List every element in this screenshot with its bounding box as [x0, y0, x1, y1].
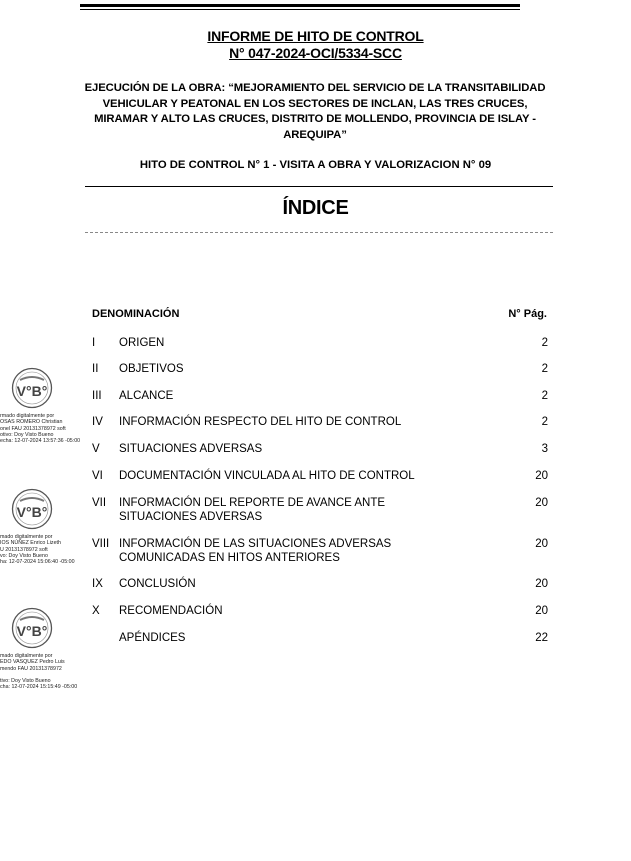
toc-number: IV — [92, 416, 103, 428]
toc-page: 3 — [541, 443, 548, 455]
toc-page: 20 — [535, 470, 548, 482]
toc-label: INFORMACIÓN RESPECTO DEL HITO DE CONTROL — [119, 416, 402, 428]
toc-page: 20 — [535, 538, 548, 550]
top-rule — [80, 4, 520, 7]
svg-text:V°B°: V°B° — [16, 623, 48, 639]
subject-line: EJECUCIÓN DE LA OBRA: “MEJORAMIENTO DEL SERVICIO DE LA TRANSITABILIDAD — [84, 82, 546, 94]
toc-label: SITUACIONES ADVERSAS — [119, 443, 263, 455]
index-title: ÍNDICE — [282, 197, 349, 219]
toc-page: 2 — [541, 337, 548, 349]
column-header-pagina: N° Pág. — [508, 308, 547, 320]
top-rule-thin — [80, 9, 520, 10]
toc-number: VIII — [92, 538, 110, 550]
divider — [85, 186, 553, 187]
toc-number: I — [92, 337, 96, 349]
report-title: INFORME DE HITO DE CONTROL — [207, 28, 424, 44]
toc-page: 2 — [541, 416, 548, 428]
signature-text: mado digitalmente por IOS NÚÑEZ Enrico Lizeth U 20131378972 soft vo: Doy Visto Bueno ha: 12-07-2024 15:06:40 -05:00 — [0, 534, 75, 566]
toc-label: APÉNDICES — [119, 632, 186, 644]
toc-label: CONCLUSIÓN — [119, 578, 196, 590]
toc-number: III — [92, 390, 102, 402]
toc-label: INFORMACIÓN DEL REPORTE DE AVANCE ANTE SITUACIONES ADVERSAS — [119, 497, 386, 523]
svg-text:V°B°: V°B° — [16, 383, 48, 399]
signature-text: mado digitalmente por EDO VASQUEZ Pedro Luis mendo FAU 20131378972 tivo: Doy Visto Bueno cha: 12-07-2024 15:15:49 -05:00 — [0, 653, 78, 691]
report-subject — [80, 81, 550, 143]
subject-line: VEHICULAR Y PEATONAL EN LOS SECTORES DE INCLAN, LAS TRES CRUCES, — [102, 97, 528, 110]
visto-bueno-seal-icon — [11, 607, 53, 649]
toc-label: DOCUMENTACIÓN VINCULADA AL HITO DE CONTROL — [119, 470, 415, 482]
toc-number: VI — [92, 470, 103, 482]
toc-page: 20 — [535, 605, 548, 617]
toc-number: IX — [92, 578, 103, 590]
toc-page: 2 — [541, 363, 548, 375]
toc-number: II — [92, 363, 99, 375]
subject-line: MIRAMAR Y ALTO LAS CRUCES, DISTRITO DE MOLLENDO, PROVINCIA DE ISLAY - — [94, 113, 536, 125]
toc-page: 20 — [535, 497, 548, 509]
toc-number: V — [92, 443, 100, 455]
signature-text: rmado digitalmente por OSAS ROMERO Christian onel FAU 20131378972 soft otivo: Doy Visto Bueno echa: 12-07-2024 13:57:36 -05:00 — [0, 413, 81, 445]
toc-label: ORIGEN — [119, 337, 165, 349]
hito-heading: HITO DE CONTROL N° 1 - VISITA A OBRA Y VALORIZACION N° 09 — [139, 159, 492, 171]
toc-label: RECOMENDACIÓN — [119, 605, 223, 617]
toc-page: 2 — [541, 390, 548, 402]
visto-bueno-seal-icon — [11, 367, 53, 409]
subject-line: AREQUIPA” — [283, 128, 347, 141]
report-number: N° 047-2024-OCI/5334-SCC — [229, 45, 402, 61]
toc-label: OBJETIVOS — [119, 363, 184, 375]
divider-dashed — [85, 232, 553, 233]
toc-number: VII — [92, 497, 107, 509]
svg-text:V°B°: V°B° — [16, 504, 48, 520]
toc-label: INFORMACIÓN DE LAS SITUACIONES ADVERSAS COMUNICADAS EN HITOS ANTERIORES — [119, 538, 392, 564]
toc-page: 22 — [535, 632, 548, 644]
toc-page: 20 — [535, 578, 548, 590]
column-header-denominacion: DENOMINACIÓN — [92, 308, 180, 320]
visto-bueno-seal-icon — [11, 488, 53, 530]
toc-label: ALCANCE — [119, 390, 174, 402]
toc-number: X — [92, 605, 100, 617]
